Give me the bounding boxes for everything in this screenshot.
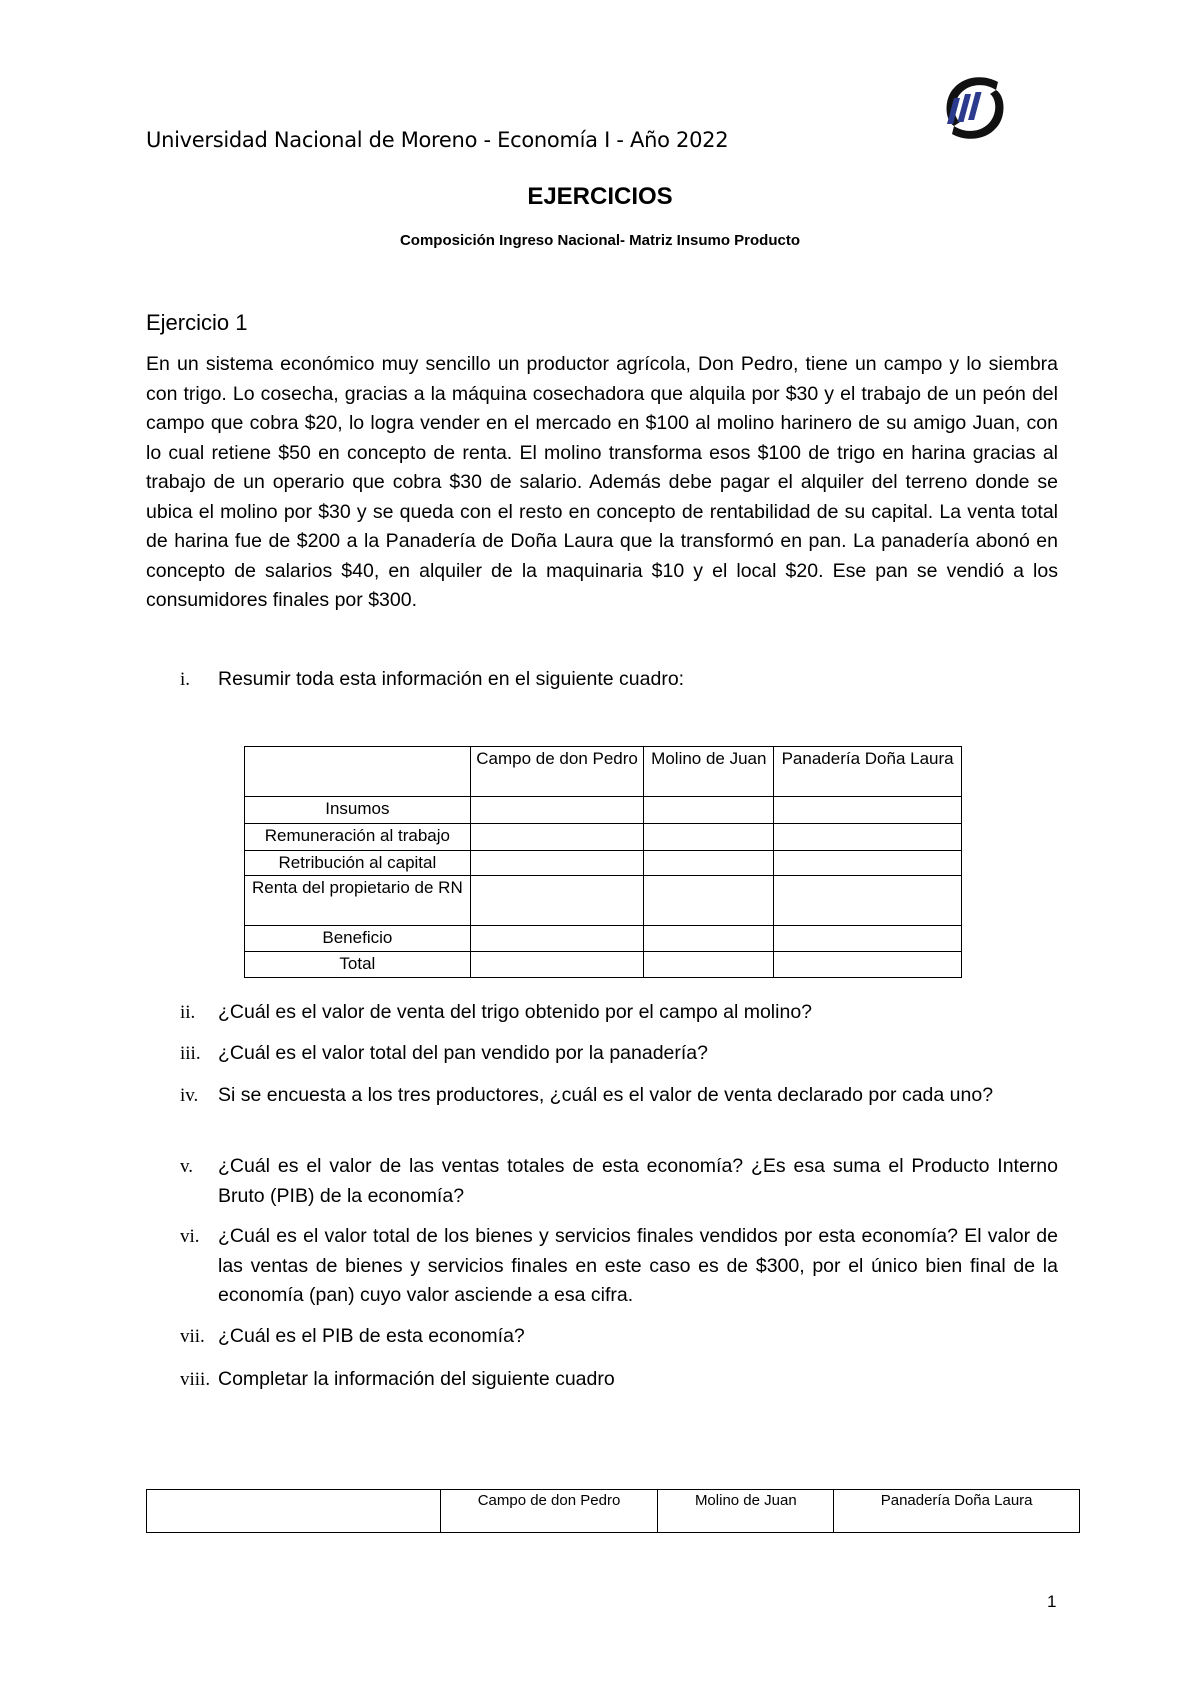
university-logo (940, 68, 1010, 148)
question-item (146, 1322, 1058, 1352)
table-header-cell: Campo de don Pedro (470, 747, 644, 797)
table-cell (774, 952, 962, 978)
table-cell (470, 876, 644, 926)
question-text: ¿Cuál es el valor total del pan vendido por la panadería? (218, 1042, 708, 1064)
table-header-cell: Campo de don Pedro (440, 1490, 658, 1533)
question-text: Si se encuesta a los tres productores, ¿cuál es el valor de venta declarado por cada uno? (218, 1084, 994, 1106)
table-cell (470, 797, 644, 824)
table-cell (774, 797, 962, 824)
page-subtitle: Composición Ingreso Nacional- Matriz Insumo Producto (399, 232, 801, 249)
table-header-cell: Molino de Juan (644, 747, 774, 797)
table-row-label: Remuneración al trabajo (245, 824, 471, 851)
page-title: EJERCICIOS (527, 183, 673, 210)
question-number: iv. (180, 1085, 199, 1106)
table-cell (774, 926, 962, 952)
question-item (146, 665, 1058, 695)
question-text: ¿Cuál es el valor de las ventas totales de esta economía? ¿Es esa suma el Producto Interno Bruto (PIB) de la economía? (218, 1155, 1058, 1207)
production-table (146, 1489, 1080, 1533)
table-cell (470, 824, 644, 851)
table-row-label: Insumos (245, 797, 471, 824)
table-cell (644, 851, 774, 876)
table-cell (470, 926, 644, 952)
question-item (146, 1039, 1058, 1069)
table-row-label: Beneficio (245, 926, 471, 952)
page-number: 1 (1047, 1592, 1057, 1611)
table-header-cell: Molino de Juan (658, 1490, 834, 1533)
question-text: ¿Cuál es el valor total de los bienes y servicios finales vendidos por esta economía? El valor de las ventas de bienes y servicios finales en este caso es de $300, por el único bien final de la economía (pan) cuyo valor asciende a esa cifra. (218, 1225, 1058, 1306)
question-item (146, 1152, 1058, 1211)
table-cell (774, 851, 962, 876)
question-text: ¿Cuál es el valor de venta del trigo obtenido por el campo al molino? (218, 1001, 813, 1023)
table-header-empty (245, 747, 471, 797)
question-text: Completar la información del siguiente cuadro (218, 1368, 615, 1390)
table-row-label: Retribución al capital (245, 851, 471, 876)
table-cell (644, 926, 774, 952)
table-cell (644, 952, 774, 978)
question-number: vi. (180, 1226, 200, 1247)
table-cell (644, 797, 774, 824)
table-cell (774, 824, 962, 851)
university-header: Universidad Nacional de Moreno - Economía I - Año 2022 (146, 128, 729, 152)
table-header-cell: Panadería Doña Laura (834, 1490, 1080, 1533)
question-number: i. (180, 669, 191, 690)
question-text: Resumir toda esta información en el siguiente cuadro: (218, 668, 685, 690)
table-cell (774, 876, 962, 926)
table-row-label: Total (245, 952, 471, 978)
question-number: iii. (180, 1043, 201, 1064)
question-item (146, 1222, 1058, 1311)
table-header-empty (147, 1490, 441, 1533)
question-item (146, 1365, 1058, 1395)
question-number: ii. (180, 1002, 196, 1023)
table-cell (470, 952, 644, 978)
table-cell (644, 876, 774, 926)
table-row-label: Renta del propietario de RN (245, 876, 471, 926)
table-header-cell: Panadería Doña Laura (774, 747, 962, 797)
question-number: viii. (180, 1369, 211, 1390)
exercise-heading: Ejercicio 1 (146, 310, 248, 335)
table-cell (470, 851, 644, 876)
summary-table (244, 746, 962, 978)
question-number: v. (180, 1156, 194, 1177)
exercise-paragraph: En un sistema económico muy sencillo un productor agrícola, Don Pedro, tiene un campo y lo siembra con trigo. Lo cosecha, gracias a la máquina cosechadora que alquila por $30 y el trabajo de un peón del campo que cobra $20, lo logra vender en el mercado en $100 al molino harinero de su amigo Juan, con lo cual retiene $50 en concepto de renta. El molino transforma esos $100 de trigo en harina gracias al trabajo de un operario que cobra $30 de salario. Además debe pagar el alquiler del terreno donde se ubica el molino por $30 y se queda con el resto en concepto de rentabilidad de su capital. La venta total de harina fue de $200 a la Panadería de Doña Laura que la transformó en pan. La panadería abonó en concepto de salarios $40, en alquiler de la maquinaria $10 y el local $20. Ese pan se vendió a los consumidores finales por $300. (146, 353, 1058, 611)
question-text: ¿Cuál es el PIB de esta economía? (218, 1325, 525, 1347)
question-item (146, 1081, 1058, 1111)
table-cell (644, 824, 774, 851)
question-number: vii. (180, 1326, 205, 1347)
question-item (146, 998, 1058, 1028)
